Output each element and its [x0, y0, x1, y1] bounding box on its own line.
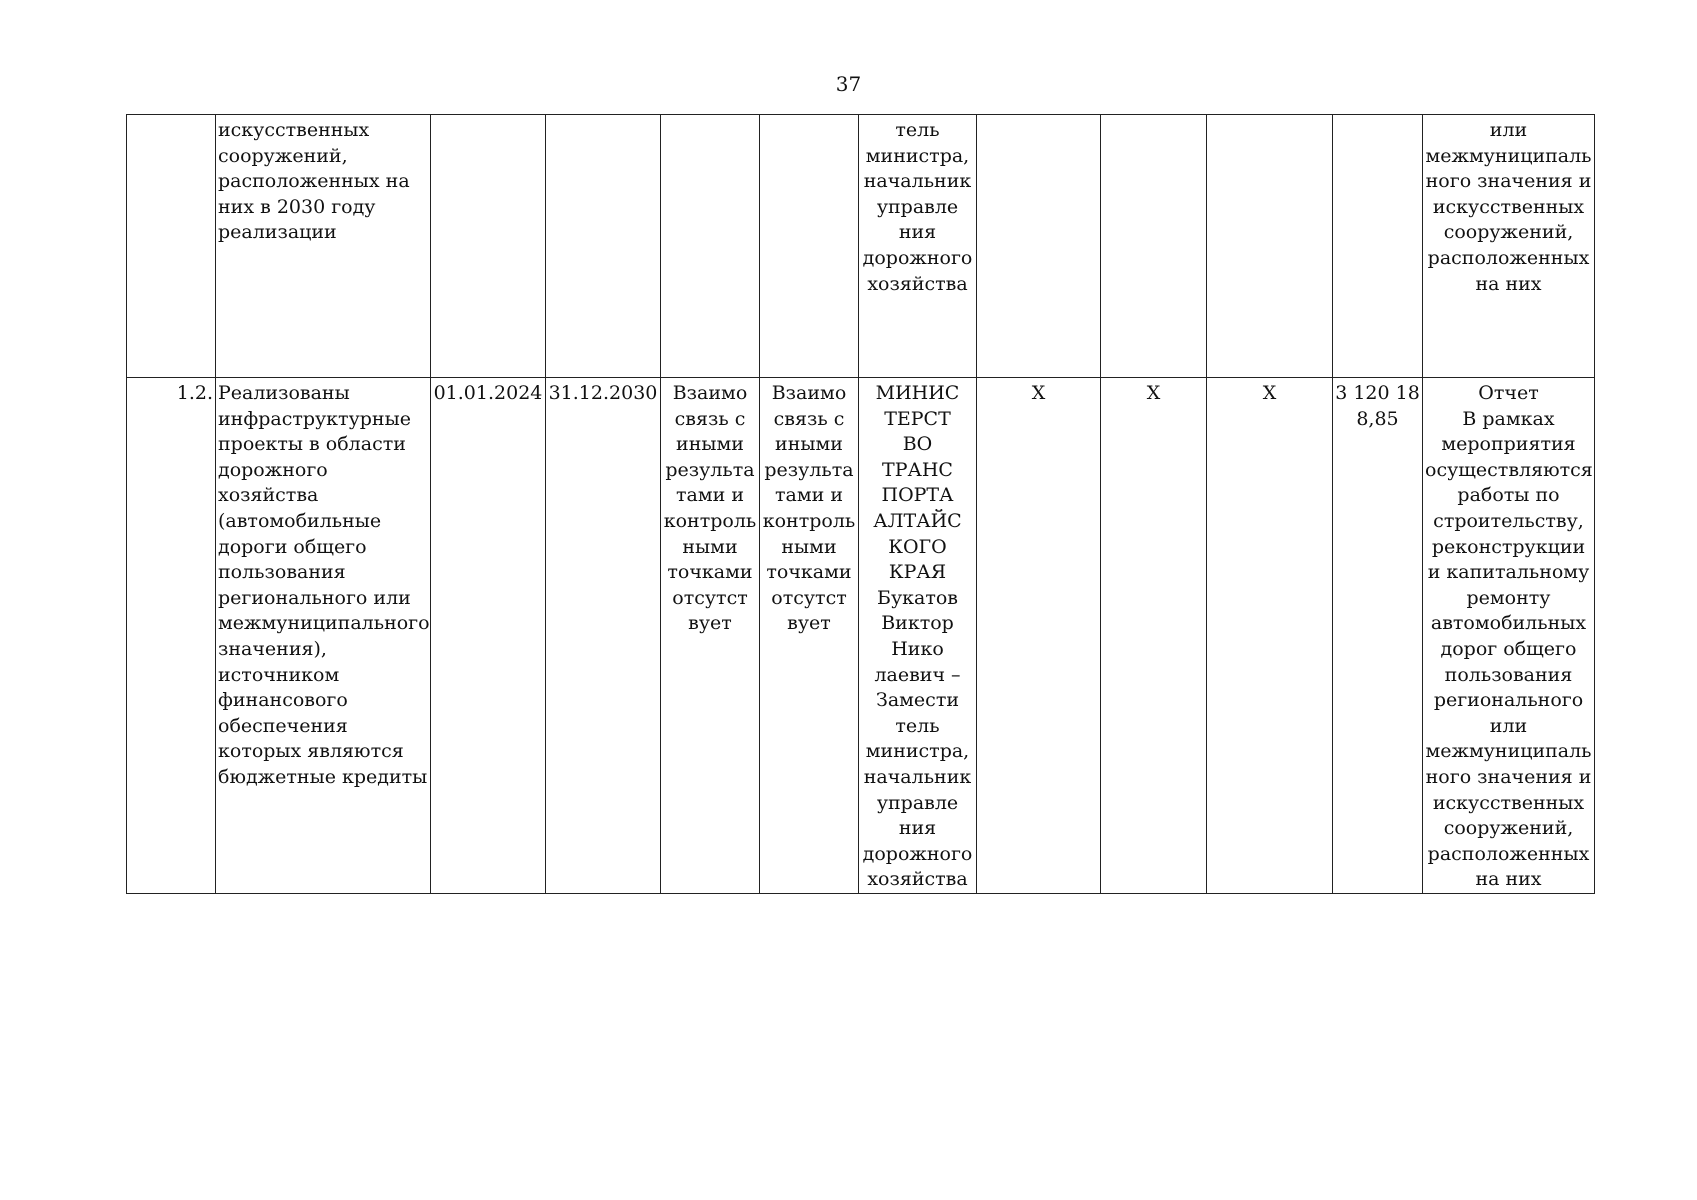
start-date-cell	[431, 115, 546, 378]
relation-cell: Взаимо связь с иными результа тами и контроль ными точками отсутст вует	[661, 378, 760, 894]
result-name-cell: Реализованы инфраструктурные проекты в области дорожного хозяйства (автомобильные дороги общего пользования регионального или межмуниципального значения), источником финансового обеспечения которых являются бюджетные кредиты	[216, 378, 431, 894]
relation-cell	[661, 115, 760, 378]
relation-cell: Взаимо связь с иными результа тами и контроль ными точками отсутст вует	[760, 378, 859, 894]
row-number-cell: 1.2.	[127, 378, 216, 894]
row-number-cell	[127, 115, 216, 378]
x-mark-cell: X	[977, 378, 1101, 894]
x-mark-cell: X	[1207, 378, 1333, 894]
table-row	[127, 378, 1595, 894]
table-row	[127, 115, 1595, 378]
result-description-cell: или межмуниципаль ного значения и искусственных сооружений, расположенных на них	[1423, 115, 1595, 378]
plan-table	[126, 114, 1595, 894]
x-mark-cell: X	[1101, 378, 1207, 894]
responsible-cell: МИНИС ТЕРСТ ВО ТРАНС ПОРТА АЛТАЙС КОГО КРАЯ Букатов Виктор Нико лаевич – Замести тель министра, начальник управле ния дорожного хозяйства	[859, 378, 977, 894]
x-mark-cell	[1207, 115, 1333, 378]
end-date-cell: 31.12.2030	[546, 378, 661, 894]
start-date-cell: 01.01.2024	[431, 378, 546, 894]
result-name-cell: искусственных сооружений, расположенных на них в 2030 году реализации	[216, 115, 431, 378]
end-date-cell	[546, 115, 661, 378]
x-mark-cell	[977, 115, 1101, 378]
amount-cell: 3 120 18 8,85	[1333, 378, 1423, 894]
page-number: 37	[835, 72, 862, 96]
relation-cell	[760, 115, 859, 378]
x-mark-cell	[1101, 115, 1207, 378]
result-description-cell: Отчет В рамках мероприятия осуществляются работы по строительству, реконструкции и капитальному ремонту автомобильных дорог общего пользования регионального или межмуниципаль ного значения и искусственных сооружений, расположенных на них	[1423, 378, 1595, 894]
responsible-cell: тель министра, начальник управле ния дорожного хозяйства	[859, 115, 977, 378]
amount-cell	[1333, 115, 1423, 378]
